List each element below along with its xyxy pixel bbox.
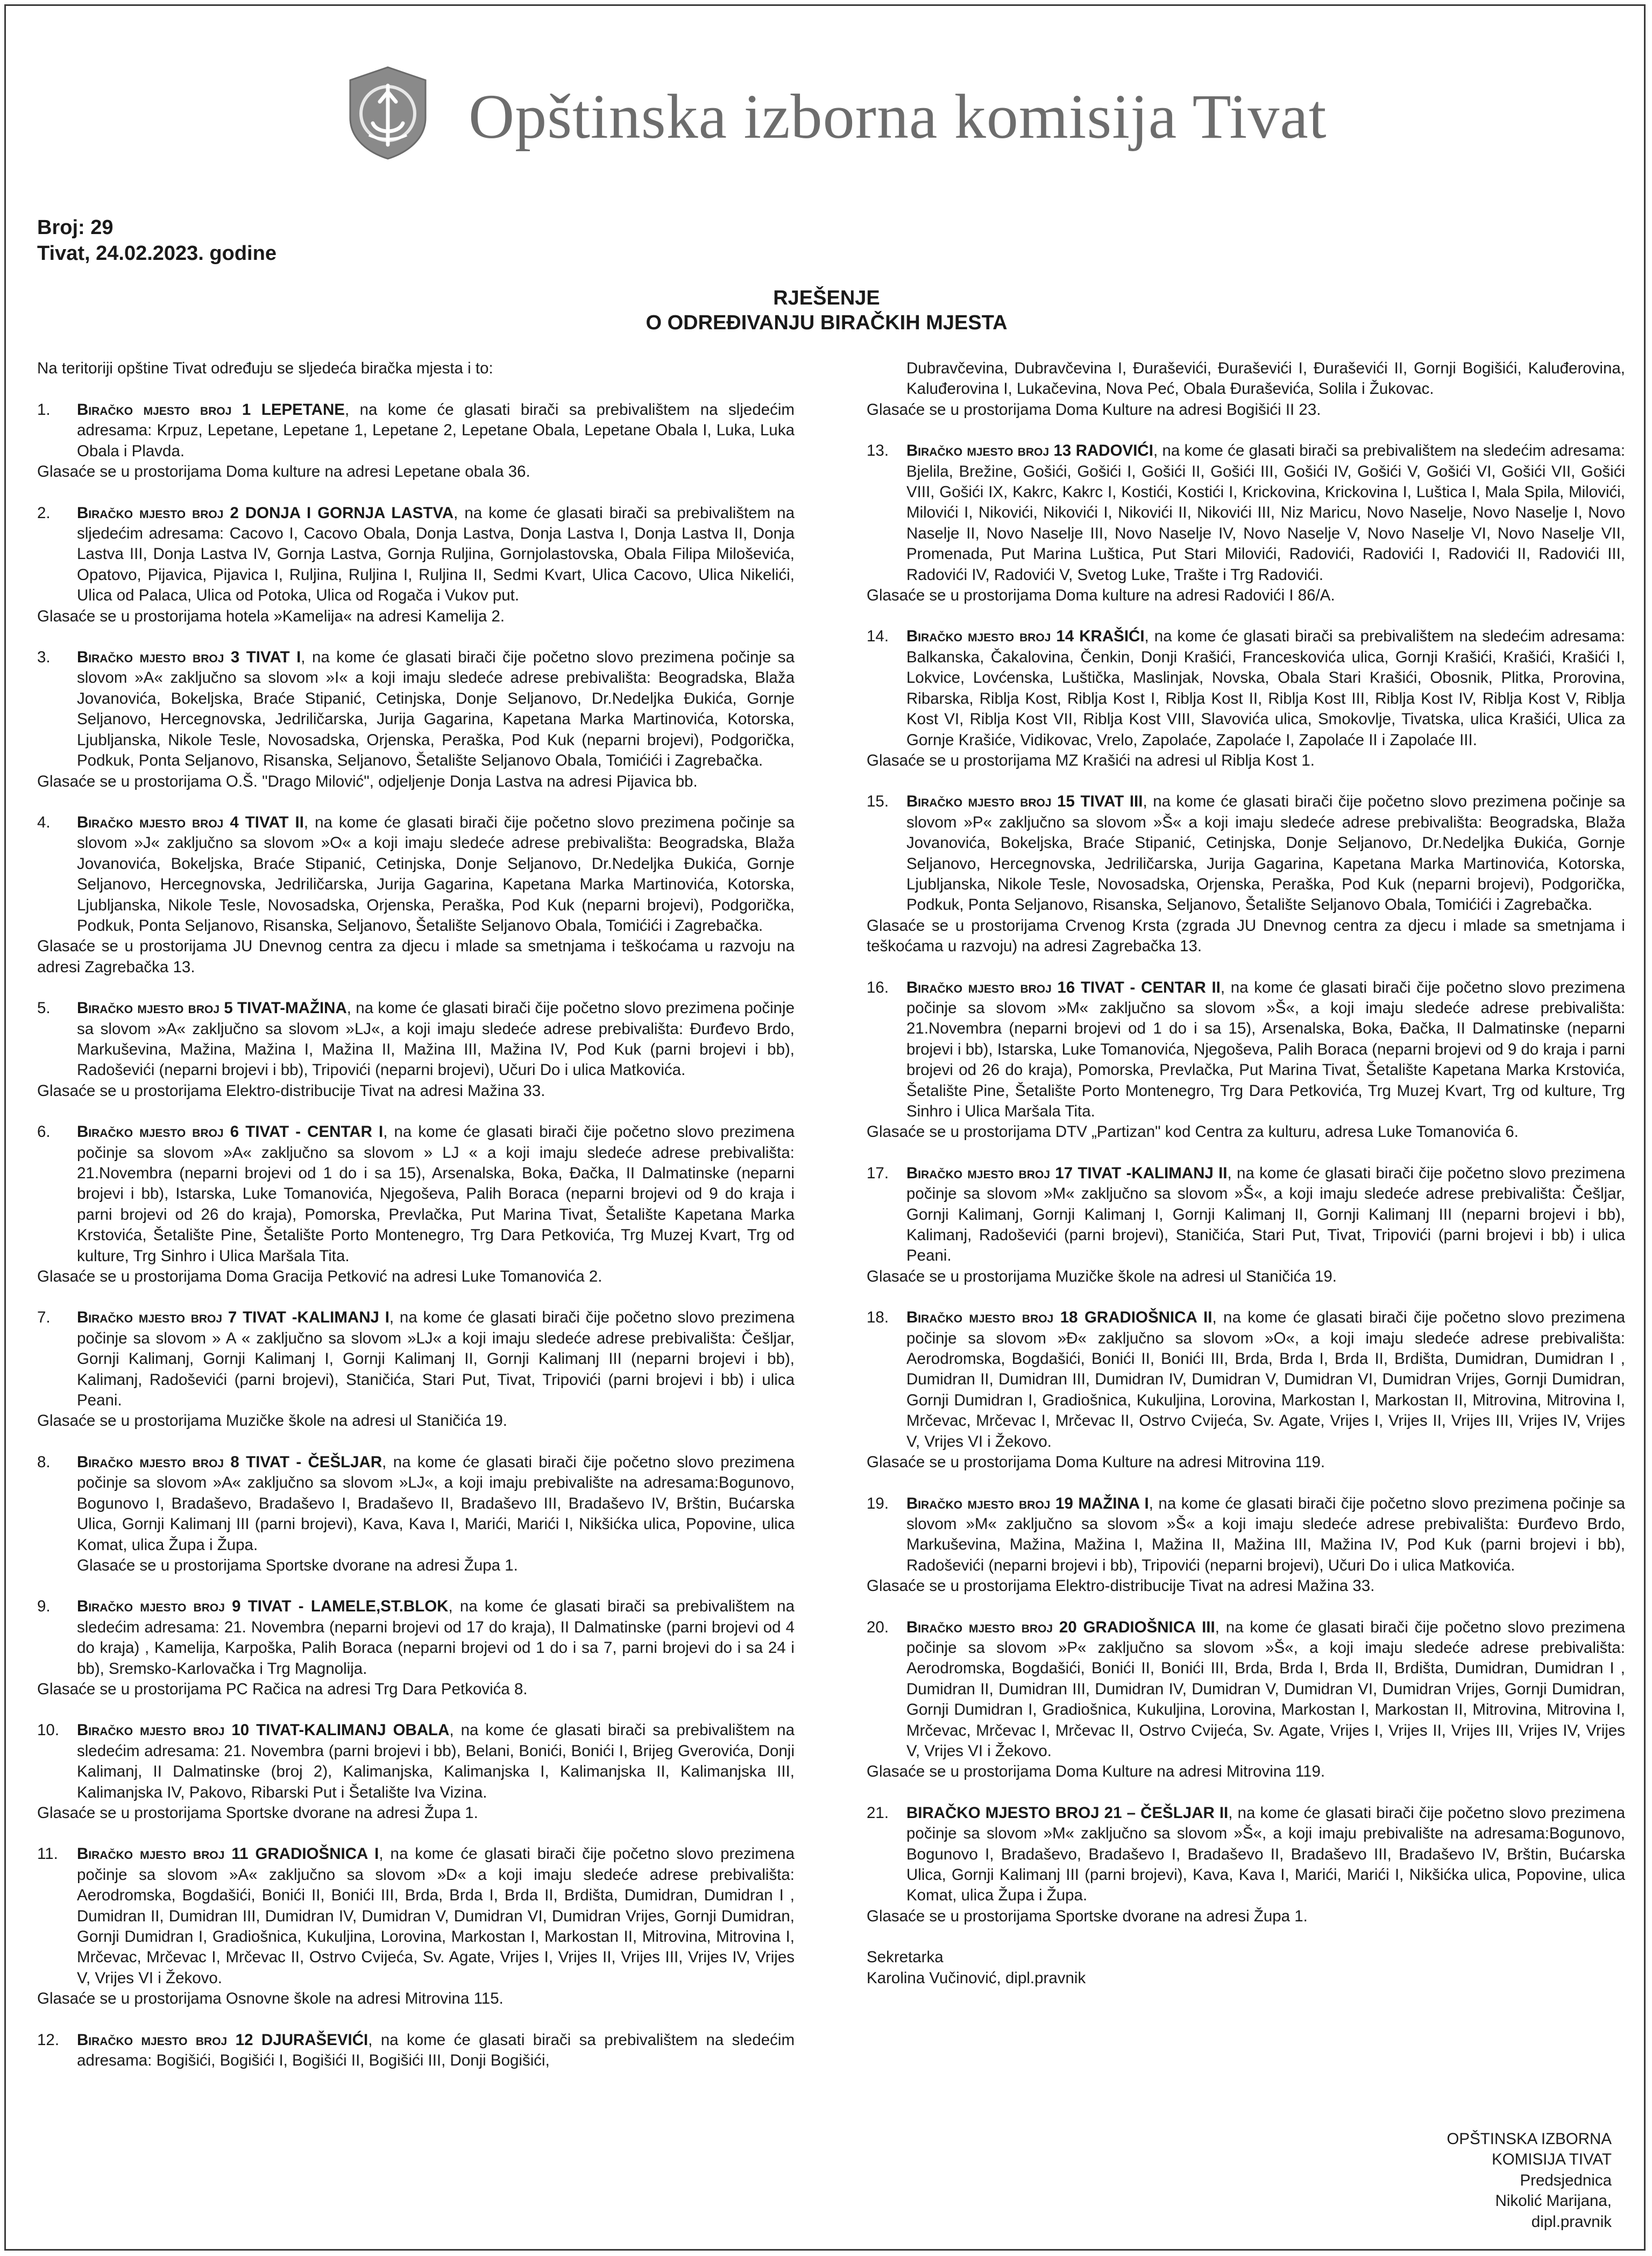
item-body [37,647,795,792]
station-number: 17 [1055,1164,1073,1182]
item-body [37,998,795,1101]
station-number: 20 [1059,1618,1077,1636]
station-addresses: , na kome će glasati birači čije početno slovo prezimena počinje sa slovom »P« zaključno sa slovom »Š« a koji imaju sledeće adrese prebivališta: Beogradska, Blaža Jovanovića, Bokeljska, Braće Stipanić, Cetinjska, Donje Seljanovo, Dr.Nedeljka Đukića, Gornje Seljanovo, Hercegnovska, Jedriličarska, Jurija Gagarina, Kapetana Marka Martinovića, Kotorska, Ljubljanska, Nikole Tesle, Novosadska, Orjenska, Peraška, Pod Kuk (neparni brojevi), Podgorička, Podkuk, Ponta Seljanovo, Risanska, Seljanovo, Šetalište Seljanovo Obala, Tomićići i Zagrebačka. [906,793,1625,914]
president-title: dipl.pravnik [1531,2212,1612,2231]
station-venue: Glasaće se u prostorijama O.Š. "Drago Milović", odjeljenje Donja Lastva na adresi Pijavica bb. [37,772,698,790]
station-number: 7 [228,1309,237,1327]
station-venue: Glasaće se u prostorijama Elektro-distribucije Tivat na adresi Mažina 33. [867,1577,1375,1595]
station-name: TIVAT-KALIMANJ OBALA [256,1721,450,1739]
president-name: Nikolić Marijana, [1495,2192,1612,2210]
item-body [37,812,795,978]
item-number: 11. [37,1845,58,1863]
station-name: TIVAT III [1080,793,1143,811]
station-venue: Glasaće se u prostorijama Elektro-distribucije Tivat na adresi Mažina 33. [37,1081,545,1100]
item-number: 16. [867,978,889,996]
polling-station-item [867,441,1625,606]
item-number: 8. [37,1453,51,1471]
item-body [867,1307,1626,1473]
station-name: DONJA I GORNJA LASTVA [245,504,454,522]
station-name: MAŽINA I [1078,1494,1149,1512]
station-number: 10 [231,1721,250,1739]
station-addresses: , na kome će glasati birači sa prebivalištem na sledećim adresama: Balkanska, Čakalovina, Čenkin, Donji Krašići, Franceskovića ulica, Gornji Krašići, Krašići, Krašići I, Lokvice, Lovćenska, Luštička, Maslinjak, Novska, Obala Stari Krašići, Obosnik, Plitka, Prorovina, Ribarska, Riblja Kost, Riblja Kost I, Riblja Kost II, Riblja Kost III, Riblja Kost IV, Riblja Kost V, Riblja Kost VI, Riblja Kost VII, Riblja Kost VIII, Slavovića ulica, Smokovlje, Tivatska, ulica Krašići, Ulica za Gornje Krašiće, Vidikovac, Vrelo, Zapolaće, Zapolaće I, Zapolaće II i Zapolaće III. [906,627,1626,749]
left-column [37,400,795,2091]
item-number: 20. [867,1618,889,1636]
item-number: 5. [37,999,51,1017]
polling-station-item [37,998,795,1101]
item-body [77,1452,795,1576]
station-prefix: Biračko mjesto broj [77,504,224,522]
item-number: 14. [867,627,889,646]
station-prefix: Biračko mjesto broj [906,627,1051,646]
item-body [867,1617,1625,1783]
item-body [37,1596,795,1700]
station-prefix: Biračko mjesto broj [906,1494,1051,1512]
station-prefix: Biračko mjesto broj [77,1123,224,1141]
item-number: 3. [37,648,51,667]
station-name: GRADIOŠNICA III [1083,1618,1215,1636]
item-number: 21. [867,1804,889,1822]
station-venue: Glasaće se u prostorijama Osnovne škole na adresi Mitrovina 115. [37,1990,504,2008]
item-12-venue: Glasaće se u prostorijama Doma Kulture na adresi Bogišići II 23. [867,400,1321,419]
station-name: TIVAT - CENTAR II [1081,978,1221,996]
station-prefix: Biračko mjesto broj [906,1618,1053,1636]
item-number: 12. [37,2031,60,2049]
item-body [37,1720,795,1823]
office-title: Opštinska izborna komisija Tivat [469,81,1327,152]
station-addresses: , na kome će glasati birači sa prebivalištem na sljedećim adresama: Krpuz, Lepetane, Lepetane 1, Lepetane 2, Lepetane Obala, Lepetane Obala I, Luka, Luka Obala i Plavda. [77,401,795,460]
station-number: 9 [232,1597,241,1616]
item-number: 19. [867,1494,889,1512]
item-number: 13. [867,442,889,460]
polling-station-item [37,812,795,978]
station-venue: Glasaće se u prostorijama DTV „Partizan" kod Centra za kulturu, adresa Luke Tomanovića 6. [867,1123,1519,1141]
station-number: 21 – ČEŠLJAR II [1104,1804,1229,1822]
station-addresses: , na kome će glasati birači sa prebivalištem na sledećim adresama: 21. Novembra (neparni brojevi od 17 do kraja), II Dalmatinske (parni brojevi od 4 do kraja) , Kamelija, Karpoška, Palih Boraca (neparni brojevi od 1 do i sa 7, parni brojevi do i sa 24 i bb), Sremsko-Karlovačka i Trg Magnolija. [77,1597,795,1678]
station-prefix: Biračko mjesto broj [906,1309,1054,1327]
polling-station-item [37,1122,795,1287]
station-name: TIVAT - CENTAR I [245,1123,384,1141]
station-number: 19 [1055,1494,1073,1512]
item-number: 18. [867,1309,889,1327]
station-number: 6 [230,1123,239,1141]
station-number: 1 [242,401,251,419]
right-column [867,358,1625,1989]
station-addresses: , na kome će glasati birači sa prebivalištem na sledećim adresama: Bogišići, Bogišići I, Bogišići II, Bogišići III, Donji Bogišići, [77,2031,795,2070]
station-venue: Glasaće se u prostorijama Doma Gracija Petković na adresi Luke Tomanovića 2. [37,1268,602,1286]
item-12-continuation: Dubravčevina, Dubravčevina I, Đuraševići, Đuraševići I, Đuraševići II, Gornji Bogišići, Kaluđerovina, Kaluđerovina I, Lukačevina, Nova Peć, Obala Đuraševića, Solila i Žukovac. [906,359,1625,398]
station-venue: Glasaće se u prostorijama Sportske dvorane na adresi Župa 1. [37,1804,478,1822]
secretary-name: Karolina Vučinović, dipl.pravnik [867,1969,1086,1987]
station-venue: Glasaće se u prostorijama JU Dnevnog centra za djecu i mlade sa smetnjama i teškoćama u razvoju na adresi Zagrebačka 13. [37,937,795,976]
document-reference [37,215,276,266]
station-venue: Glasaće se u prostorijama Doma Kulture na adresi Mitrovina 119. [867,1763,1325,1781]
station-addresses: , na kome će glasati birači čije početno slovo prezimena počinje sa slovom »Đ« zaključno sa slovom »O«, a koji imaju sledeće adrese prebivališta: Aerodromska, Bogdašići, Bonići II, Bonići III, Brda, Brda I, Brda II, Brdišta, Dumidran, Dumidran I , Dumidran II, Dumidran III, Dumidran IV, Dumidran V, Dumidran VI, Dumidran Vrijes, Gornji Dumidran, Gornji Dumidran I, Gradiošnica, Kukuljina, Lorovina, Markostan I, Markostan II, Mitrovina, Mitrovina I, Mrčevac, Mrčevac I, Mrčevac II, Ostrvo Cvijeća, Sv. Agate, Vrijes I, Vrijes II, Vrijes III, Vrijes IV, Vrijes V, Vrijes VI i Žekovo. [906,1309,1626,1451]
polling-station-item [37,647,795,792]
document-page [4,4,1646,2251]
station-number: 13 [1053,442,1072,460]
station-name: GRADIOŠNICA I [255,1845,379,1863]
station-venue: Glasaće se u prostorijama hotela »Kamelija« na adresi Kamelija 2. [37,607,505,625]
station-venue: Glasaće se u prostorijama Sportske dvorane na adresi Župa 1. [77,1556,518,1574]
document-date: Tivat, 24.02.2023. godine [37,242,276,265]
station-prefix: Biračko mjesto broj [77,1721,225,1739]
station-addresses: , na kome će glasati birači čije početno slovo prezimena počinje sa slovom »A« zaključno sa slovom »LJ«, a koji imaju sledeće adrese prebivališta: Đurđevo Brdo, Markuševina, Mažina, Mažina I, Mažina II, Mažina III, Mažina IV, Pod Kuk (parni brojevi i bb), Radoševići (neparni brojevi i bb), Tripovići (neparni brojevi), Učuri Do i ulica Matkovića. [77,999,795,1079]
item-number: 4. [37,813,51,831]
station-prefix: Biračko mjesto broj [77,2031,228,2049]
polling-station-item [867,1803,1625,1927]
station-venue: Glasaće se u prostorijama Doma Kulture na adresi Mitrovina 119. [867,1453,1325,1472]
president-role: Predsjednica [1520,2171,1612,2189]
polling-station-item [37,1452,795,1576]
item-body [867,978,1625,1143]
station-number: 3 [230,648,240,667]
station-venue: Glasaće se u prostorijama Crvenog Krsta (zgrada JU Dnevnog centra za djecu i mlade sa smetnjama i teškoćama u razvoju) na adresi Zagrebačka 13. [867,916,1625,956]
station-addresses: , na kome će glasati birači čije početno slovo prezimena počinje sa slovom »P« zaključno sa slovom »Š«, a koji imaju sledeće adrese prebivališta: Aerodromska, Bogdašići, Bonići II, Bonići III, Brda, Brda I, Brda II, Brdišta, Dumidran, Dumidran I , Dumidran II, Dumidran III, Dumidran IV, Dumidran V, Dumidran VI, Dumidran Vrijes, Gornji Dumidran, Gornji Dumidran I, Gradiošnica, Kukuljina, Lorovina, Markostan I, Markostan II, Mitrovina, Mitrovina I, Mrčevac, Mrčevac I, Mrčevac II, Ostrvo Cvijeća, Sv. Agate, Vrijes I, Vrijes II, Vrijes III, Vrijes IV, Vrijes V, Vrijes VI i Žekovo. [906,1618,1625,1760]
item-number: 2. [37,504,51,522]
station-addresses: , na kome će glasati birači čije početno slovo prezimena počinje sa slovom » A « zaključno sa slovom »LJ« a koji imaju sledeće adrese prebivališta: Češljar, Gornji Kalimanj, Gornji Kalimanj I, Gornji Kalimanj II, Gornji Kalimanj III (neparni brojevi i bb), Kalimanj, Radoševići (parni brojevi), Staničića, Stari Put, Tivat, Tripovići (parni brojevi i bb) i ulica Peani. [77,1309,795,1410]
station-name: LEPETANE [261,401,345,419]
station-name: KRAŠIĆI [1079,627,1145,646]
station-name: RADOVIĆI [1075,442,1153,460]
station-prefix: Biračko mjesto broj [906,1164,1051,1182]
station-addresses: , na kome će glasati birači čije početno slovo prezimena počinje sa slovom »A« zaključno sa slovom »D« a koji imaju sledeće adrese prebivališta: Aerodromska, Bogdašići, Bonići II, Bonići III, Brda, Brda I, Brda II, Brdišta, Dumidran, Dumidran I , Dumidran II, Dumidran III, Dumidran IV, Dumidran V, Dumidran VI, Dumidran Vrijes, Gornji Dumidran, Gornji Dumidran I, Gradiošnica, Kukuljina, Lorovina, Markostan I, Markostan II, Mitrovina, Mitrovina I, Mrčevac, Mrčevac I, Mrčevac II, Ostrvo Cvijeća, Sv. Agate, Vrijes I, Vrijes II, Vrijes III, Vrijes IV, Vrijes V, Vrijes VI i Žekovo. [77,1845,795,1987]
station-prefix: BIRAČKO MJESTO BROJ [906,1804,1100,1822]
polling-station-item [37,1720,795,1823]
item-body [37,400,795,483]
polling-station-item [37,1596,795,1700]
station-prefix: Biračko mjesto broj [77,401,232,419]
station-name: TIVAT I [246,648,301,667]
item-body [37,503,795,627]
item-number: 15. [867,793,889,811]
station-addresses: , na kome će glasati birači čije početno slovo prezimena počinje sa slovom »A« zaključno sa slovom »I« a koji imaju sledeće adrese prebivališta: Beogradska, Blaža Jovanovića, Bokeljska, Braće Stipanić, Cetinjska, Donje Seljanovo, Dr.Nedeljka Đukića, Gornje Seljanovo, Hercegnovska, Jedriličarska, Jurija Gagarina, Kapetana Marka Martinovića, Kotorska, Ljubljanska, Nikole Tesle, Novosadska, Orjenska, Peraška, Pod Kuk (neparni brojevi), Podgorička, Podkuk, Ponta Seljanovo, Risanska, Seljanovo, Šetalište Seljanovo Obala, Tomićići i Zagrebačka. [77,648,795,770]
heading-line-2: O ODREĐIVANJU BIRAČKIH MJESTA [646,312,1008,334]
station-number: 4 [230,813,239,831]
station-addresses: , na kome će glasati birači sa prebivalištem na sledećim adresama: Bjelila, Brežine, Gošići, Gošići I, Gošići II, Gošići III, Gošići IV, Gošići V, Gošići VI, Gošići VII, Gošići VIII, Gošići IX, Kakrc, Kakrc I, Kostići, Kostići I, Krickovina, Krickovina I, Luštica I, Mala Spila, Milovići, Milovići I, Nikovići, Nikovići I, Nikovići II, Nikovići III, Niz Maricu, Novo Naselje, Novo Naselje I, Novo Naselje II, Novo Naselje III, Novo Naselje IV, Novo Naselje V, Novo Naselje VI, Novo Naselje VII, Promenada, Put Marina Luštica, Put Stari Milovići, Radovići, Radovići I, Radovići II, Radovići III, Radovići IV, Radovići V, Svetog Luke, Trašte i Trg Radovići. [906,442,1626,584]
document-number: Broj: 29 [37,216,114,239]
letterhead [339,64,1362,161]
polling-station-item [37,2030,795,2071]
station-name: GRADIOŠNICA II [1084,1309,1213,1327]
station-number: 8 [230,1453,239,1471]
item-body [867,1163,1626,1287]
polling-station-item [37,1307,795,1431]
item-body [37,1307,795,1431]
station-addresses: , na kome će glasati birači čije početno slovo prezimena počinje sa slovom »M« zaključno sa slovom »Š«, a koji imaju sledeće adrese prebivališta: 21.Novembra (neparni brojevi od 1 do i sa 15), Arsenalska, Boka, Đačka, II Dalmatinske (neparni brojevi i bb), Istarska, Luke Tomanovića, Njegoševa, Palih Boraca (neparni brojevi od 9 do kraja i parni brojevi od 26 do kraja), Pomorska, Prevlačka, Put Marina Tivat, Šetalište Kapetana Marka Krstovića, Šetalište Pine, Šetalište Porto Montenegro, Trg Dara Petkovića, Trg Muzej Kvart, Trg od kulture, Trg Sinhro i Ulica Maršala Tita. [906,978,1625,1120]
heading-line-1: RJEŠENJE [773,287,880,309]
polling-station-item [867,1617,1625,1783]
station-addresses: , na kome će glasati birači čije početno slovo prezimena počinje sa slovom »M« zaključno sa slovom »Š«, a koji imaju sledeće adrese prebivališta: Češljar, Gornji Kalimanj, Gornji Kalimanj I, Gornji Kalimanj II, Gornji Kalimanj III (neparni brojevi i bb), Kalimanj, Radoševići (parni brojevi), Staničića, Stari Put, Tivat, Tripovići (parni brojevi i bb) i ulica Peani. [906,1164,1626,1265]
secretary-signature [867,1947,1625,1989]
station-venue: Glasaće se u prostorijama Doma kulture na adresi Lepetane obala 36. [37,463,530,481]
station-addresses: , na kome će glasati birači sa prebivalištem na sljedećim adresama: Cacovo I, Cacovo Obala, Donja Lastva, Donja Lastva I, Donja Lastva II, Donja Lastva III, Donja Lastva IV, Gornja Lastva, Gornja Ruljina, Gornjolastovska, Obala Filipa Miloševića, Opatovo, Pijavica, Pijavica I, Ruljina, Ruljina I, Ruljina II, Sedmi Kvart, Ulica Cacovo, Ulica Nikelići, Ulica od Palaca, Ulica od Potoka, Ulica od Rogača i Vukov put. [77,504,795,605]
station-number: 12 [235,2031,253,2049]
item-body [37,1844,795,2009]
station-name: TIVAT -KALIMANJ I [243,1309,389,1327]
station-addresses: , na kome će glasati birači čije početno slovo prezimena počinje sa slovom »M« zaključno sa slovom »Š« a koji imaju sledeće adrese prebivališta: Đurđevo Brdo, Markuševina, Mažina, Mažina I, Mažina II, Mažina III, Mažina IV, Pod Kuk (parni brojevi i bb), Radoševići (neparni brojevi i bb), Tripovići (neparni brojevi), Učuri Do i ulica Matkovića. [906,1494,1626,1574]
station-addresses: , na kome će glasati birači čije početno slovo prezimena počinje sa slovom »M« zaključno sa slovom »Š«, a koji imaju prebivalište na adresama:Bogunovo, Bogunovo I, Bradaševo, Bradaševo I, Bradaševo II, Bradaševo III, Bradaševo IV, Brštin, Bućarska Ulica, Gornji Kalimanj III (parni brojevi), Kava, Kava I, Marići, Marići I, Nikšićka ulica, Popovine, ulica Komat, ulica Župa i Župa. [906,1804,1625,1905]
station-name: TIVAT-MAŽINA [237,999,347,1017]
station-addresses: , na kome će glasati birači čije početno slovo prezimena počinje sa slovom »A« zaključno sa slovom » LJ « a koji imaju sledeće adrese prebivališta: 21.Novembra (neparni brojevi od 1 do i sa 15), Arsenalska, Boka, Đačka, II Dalmatinske (neparni brojevi i bb), Istarska, Luke Tomanovića, Njegoševa, Palih Boraca (neparni brojevi od 9 do kraja i parni brojevi od 26 do kraja), Pomorska, Prevlačka, Put Marina Tivat, Šetalište Kapetana Marka Krstovića, Šetalište Pine, Šetalište Porto Montenegro, Trg Dara Petkovića, Trg Muzej Kvart, Trg od kulture, Trg Sinhro i Ulica Maršala Tita. [77,1123,795,1265]
commission-name-line-1: OPŠTINSKA IZBORNA [1447,2130,1612,2148]
document-heading [6,286,1647,335]
station-addresses: , na kome će glasati birači sa prebivalištem na sledećim adresama: 21. Novembra (parni brojevi i bb), Belani, Bonići, Bonići I, Brijeg Gverovića, Donji Kalimanj, II Dalmatinske (broj 2), Kalimanjska, Kalimanjska I, Kalimanjska II, Kalimanjska III, Kalimanjska IV, Pakovo, Ribarski Put i Šetalište Iva Vizina. [77,1721,795,1801]
item-body [867,791,1625,957]
station-prefix: Biračko mjesto broj [906,442,1050,460]
polling-station-item [867,1307,1625,1473]
polling-station-item [867,626,1625,771]
intro-text: Na teritoriji opštine Tivat određuju se sljedeća biračka mjesta i to: [37,359,493,377]
polling-station-item [867,1494,1625,1597]
station-addresses: , na kome će glasati birači čije početno slovo prezimena počinje sa slovom »J« zaključno sa slovom »O« a koji imaju sledeće adrese prebivališta: Beogradska, Blaža Jovanovića, Bokeljska, Braće Stipanić, Cetinjska, Donje Seljanovo, Dr.Nedeljka Đukića, Gornje Seljanovo, Hercegnovska, Jedriličarska, Jurija Gagarina, Kapetana Marka Martinovića, Kotorska, Ljubljanska, Nikole Tesle, Novosadska, Orjenska, Peraška, Pod Kuk (neparni brojevi), Podgorička, Podkuk, Ponta Seljanovo, Risanska, Seljanovo, Šetalište Seljanovo Obala, Tomićići i Zagrebačka. [77,813,795,935]
secretary-role: Sekretarka [867,1948,944,1967]
station-name: TIVAT II [245,813,304,831]
station-number: 11 [231,1845,249,1863]
item-number: 7. [37,1309,51,1327]
station-venue: Glasaće se u prostorijama Sportske dvorane na adresi Župa 1. [867,1907,1308,1925]
polling-station-item [867,1163,1625,1287]
station-name: TIVAT - LAMELE,ST.BLOK [247,1597,449,1616]
station-number: 15 [1057,793,1075,811]
station-prefix: Biračko mjesto broj [906,793,1052,811]
municipality-crest-icon [339,64,436,161]
item-body [867,441,1626,606]
station-name: DJURAŠEVIĆI [261,2031,368,2049]
station-number: 18 [1060,1309,1078,1327]
station-prefix: Biračko mjesto broj [77,1309,223,1327]
station-prefix: Biračko mjesto broj [906,978,1052,996]
station-name: TIVAT - ČEŠLJAR [246,1453,382,1471]
station-number: 16 [1057,978,1075,996]
station-prefix: Biračko mjesto broj [77,999,220,1017]
item-number: 6. [37,1123,51,1141]
item-body [77,2030,795,2071]
station-venue: Glasaće se u prostorijama MZ Krašići na adresi ul Riblja Kost 1. [867,751,1315,769]
station-prefix: Biračko mjesto broj [77,1845,225,1863]
polling-station-item [37,400,795,483]
polling-station-item [37,1844,795,2009]
station-prefix: Biračko mjesto broj [77,813,224,831]
item-body [37,1122,795,1287]
station-venue: Glasaće se u prostorijama PC Račica na adresi Trg Dara Petkovića 8. [37,1680,528,1698]
polling-station-item [867,978,1625,1143]
commission-signature [1447,2129,1612,2232]
item-body [867,1494,1626,1597]
item-body [867,1803,1625,1927]
commission-name-line-2: KOMISIJA TIVAT [1492,2151,1612,2169]
station-name: TIVAT -KALIMANJ II [1077,1164,1228,1182]
item-number: 1. [37,401,51,419]
station-number: 2 [230,504,239,522]
item-number: 10. [37,1721,60,1739]
station-prefix: Biračko mjesto broj [77,1453,224,1471]
station-venue: Glasaće se u prostorijama Muzičke škole na adresi ul Staničića 19. [867,1267,1337,1285]
station-addresses: , na kome će glasati birači čije početno slovo prezimena počinje sa slovom »A« zaključno sa slovom »LJ«, a koji imaju prebivalište na adresama:Bogunovo, Bogunovo I, Bradaševo, Bradaševo I, Bradaševo II, Bradaševo III, Bradaševo IV, Brštin, Bućarska Ulica, Gornji Kalimanj III (parni brojevi), Kava, Kava I, Marići, Marići I, Nikšićka ulica, Popovine, ulica Komat, ulica Župa i Župa. [77,1453,795,1554]
station-venue: Glasaće se u prostorijama Muzičke škole na adresi ul Staničića 19. [37,1412,507,1430]
polling-station-item [867,791,1625,957]
station-prefix: Biračko mjesto broj [77,1597,225,1616]
polling-station-item [37,503,795,627]
item-body [867,626,1626,771]
station-number: 5 [224,999,233,1017]
station-prefix: Biračko mjesto broj [77,648,224,667]
station-number: 14 [1056,627,1074,646]
item-number: 17. [867,1164,889,1182]
item-number: 9. [37,1597,51,1616]
station-venue: Glasaće se u prostorijama Doma kulture na adresi Radovići I 86/A. [867,586,1335,605]
